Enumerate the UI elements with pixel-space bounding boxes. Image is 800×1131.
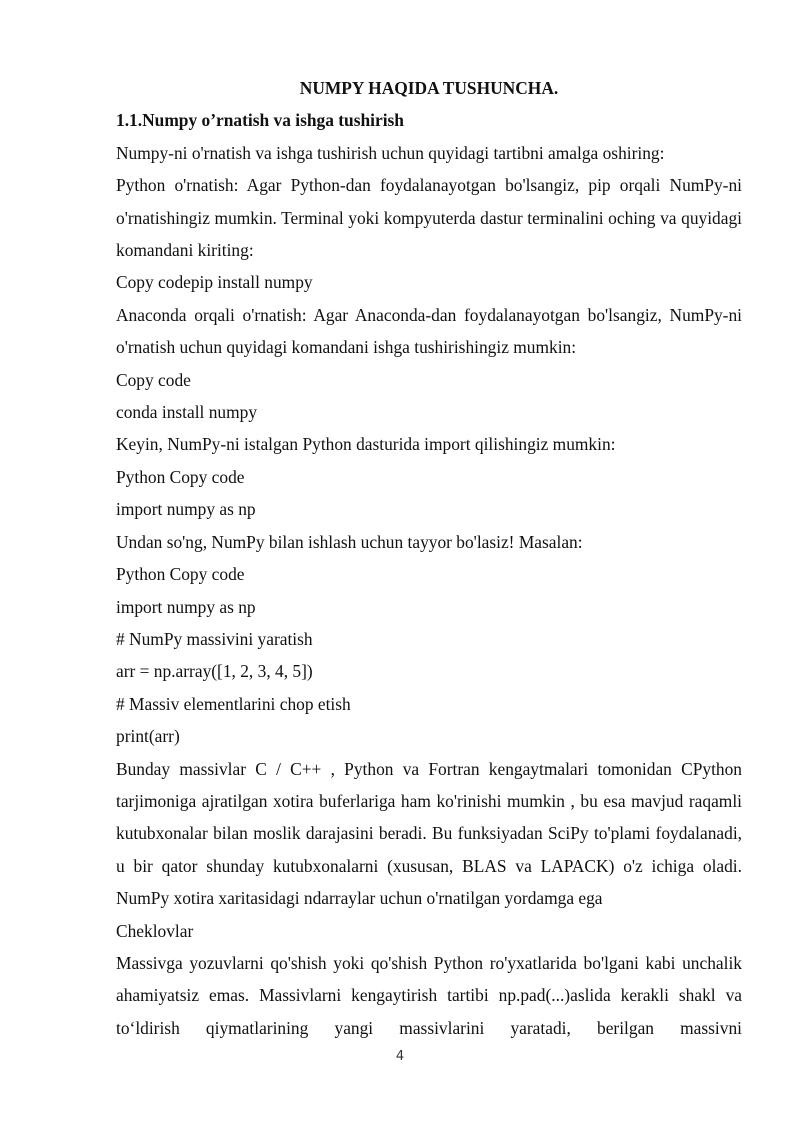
limitations-paragraph: Massivga yozuvlarni qo'shish yoki qo'shish Python ro'yxatlarida bo'lgani kabi unchalik ahamiyatsiz emas. Massivlarni kengaytirish tartibi np.pad(...)aslida kerakli shakl va to‘ldirish qiymatlarining yangi massivlarini yaratadi, berilgan massivni xyxy=(116,952,742,1038)
import-paragraph: Keyin, NumPy-ni istalgan Python dasturida import qilishingiz mumkin: xyxy=(116,434,616,455)
document-title: NUMPY HAQIDA TUSHUNCHA. xyxy=(299,78,559,98)
subheading-limitations: Cheklovlar xyxy=(116,920,194,941)
code-label: Copy code xyxy=(116,369,191,390)
code-comment: # Massiv elementlarini chop etish xyxy=(116,693,351,714)
section-heading: 1.1.Numpy o’rnatish va ishga tushirish xyxy=(116,110,404,131)
code-label: Python Copy code xyxy=(116,564,245,585)
example-paragraph: Undan so'ng, NumPy bilan ishlash uchun tayyor bo'lasiz! Masalan: xyxy=(116,531,583,552)
code-comment: # NumPy massivini yaratish xyxy=(116,628,313,649)
intro-paragraph: Numpy-ni o'rnatish va ishga tushirish uchun quyidagi tartibni amalga oshiring: xyxy=(116,142,665,163)
code-line: import numpy as np xyxy=(116,499,256,520)
python-install-paragraph: Python o'rnatish: Agar Python-dan foydalanayotgan bo'lsangiz, pip orqali NumPy-ni o'rnatishingiz mumkin. Terminal yoki kompyuterda dastur terminalini oching va quyidagi komandani kiriting: xyxy=(116,175,742,261)
document-page xyxy=(116,72,742,1044)
buffers-paragraph: Bunday massivlar C / C++ , Python va Fortran kengaytmalari tomonidan CPython tarjimoniga ajratilgan xotira buferlariga ham ko'rinishi mumkin , bu esa mavjud raqamli kutubxonalar bilan moslik darajasini beradi. Bu funksiyadan SciPy to'plami foydalanadi, u bir qator shunday kutubxonalarni (xususan, BLAS va LAPACK) o'z ichiga oladi. NumPy xotira xaritasidagi ndarraylar uchun o'rnatilgan yordamga ega xyxy=(116,758,742,909)
code-line: print(arr) xyxy=(116,726,180,747)
code-line: arr = np.array([1, 2, 3, 4, 5]) xyxy=(116,661,313,682)
page-number: 4 xyxy=(395,1049,405,1064)
code-line: conda install numpy xyxy=(116,402,258,423)
code-line: Copy codepip install numpy xyxy=(116,272,313,293)
anaconda-install-paragraph: Anaconda orqali o'rnatish: Agar Anaconda-dan foydalanayotgan bo'lsangiz, NumPy-ni o'rnatish uchun quyidagi komandani ishga tushirishingiz mumkin: xyxy=(116,304,742,358)
code-line: import numpy as np xyxy=(116,596,256,617)
code-label: Python Copy code xyxy=(116,466,245,487)
